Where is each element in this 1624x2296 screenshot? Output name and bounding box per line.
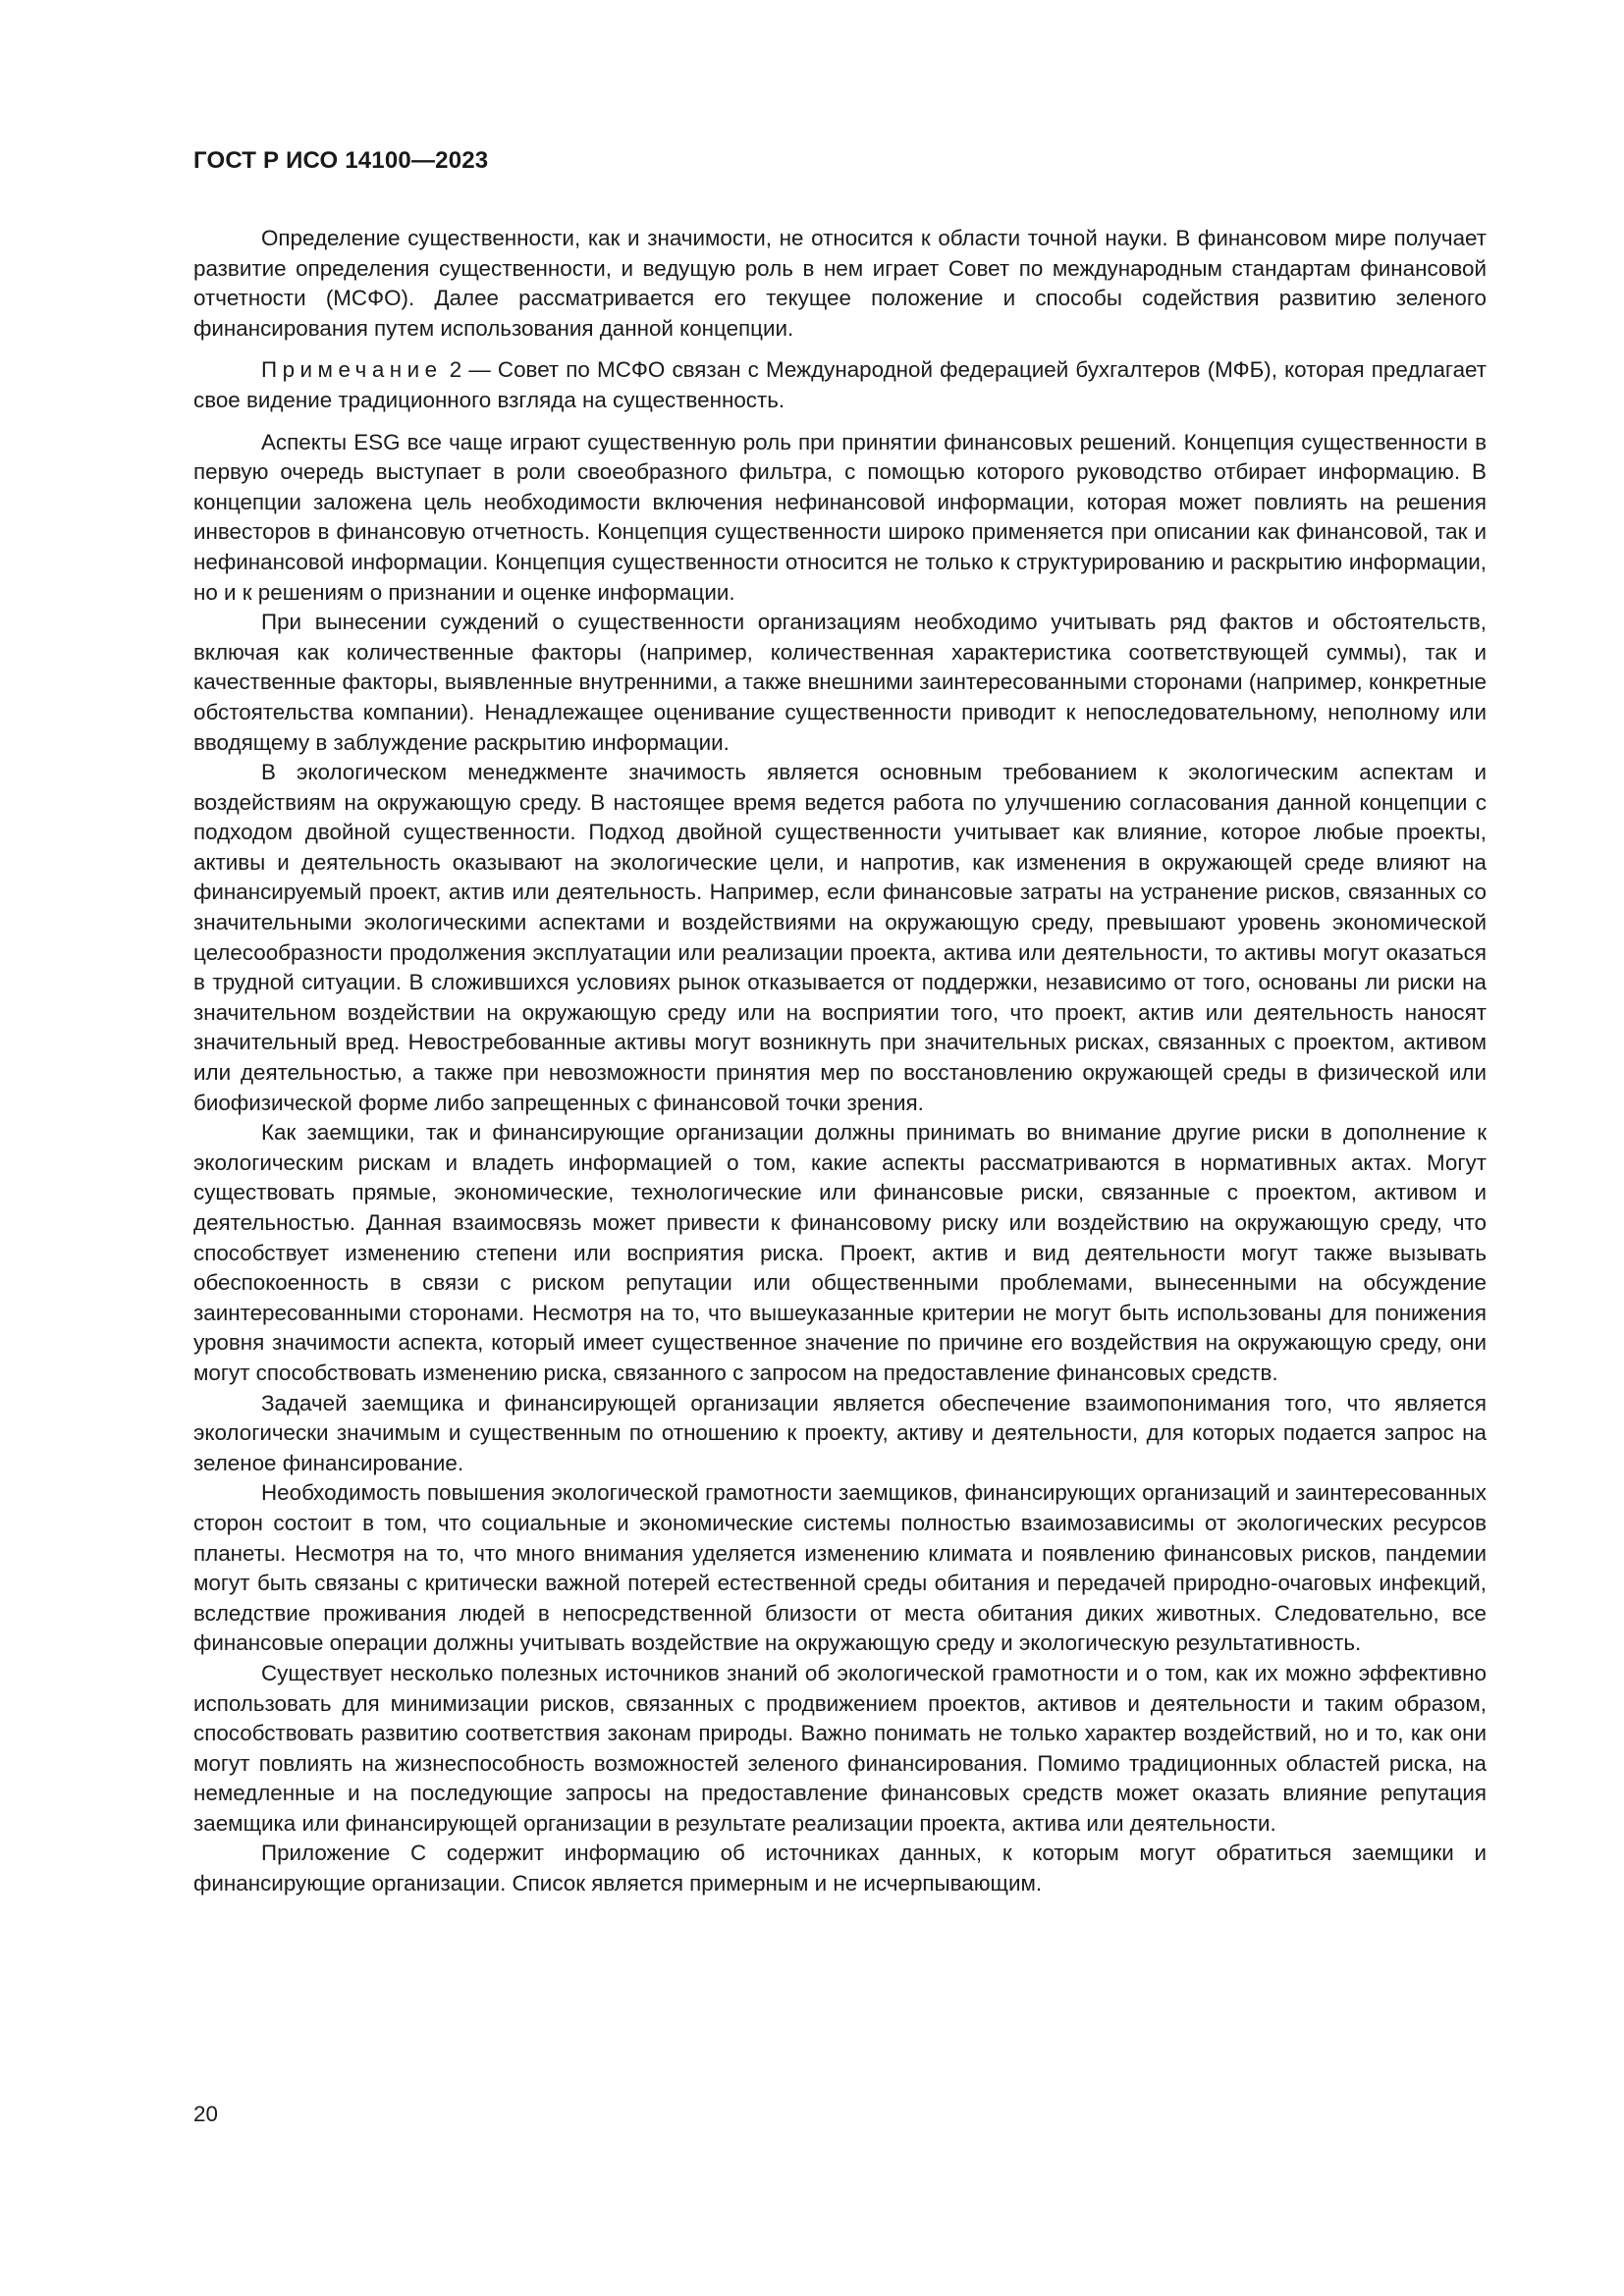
paragraph-other-risks: Как заемщики, так и финансирующие организации должны принимать во внимание другие риски в дополнение к экологическим рискам и владеть информацией о том, какие аспекты рассматриваются в нормативных актах. Могут существовать прямые, экономические, технологические или финансовые риски, связанные с проектом, активом и деятельностью. Данная взаимосвязь может привести к финансовому риску или воздействию на окружающую среду, что способствует изменению степени или восприятия риска. Проект, актив и вид деятельности могут также вызывать обеспокоенность в связи с риском репутации или общественными проблемами, вынесенными на обсуждение заинтересованными сторонами. Несмотря на то, что вышеуказанные критерии не могут быть использованы для понижения уровня значимости аспекта, который имеет существенное значение по причине его воздействия на окружающую среду, они могут способствовать изменению риска, связанного с запросом на предоставление финансовых средств. (193, 1120, 1487, 1385)
paragraph-borrower-task: Задачей заемщика и финансирующей организации является обеспечение взаимопонимания того, что является экологически значимым и существенным по отношению к проекту, активу и деятельности, для которых подается запрос на зеленое финансирование. (193, 1390, 1487, 1475)
note-text: 2 — Совет по МСФО связан с Международной федерацией бухгалтеров (МФБ), которая предлагает свое видение традиционного взгляда на существенность. (193, 357, 1487, 412)
document-header: ГОСТ Р ИСО 14100—2023 (193, 147, 489, 174)
document-body (193, 224, 1487, 1899)
note-2 (193, 355, 1487, 415)
page-number: 20 (193, 2102, 218, 2126)
paragraph-annex-c: Приложение С содержит информацию об источниках данных, к которым могут обратиться заемщики и финансирующие организации. Список является примерным и не исчерпывающим. (193, 1841, 1487, 1896)
paragraph-esg-aspects: Аспекты ESG все чаще играют существенную роль при принятии финансовых решений. Концепция существенности в первую очередь выступает в роли своеобразного фильтра, с помощью которого руководство отбирает информацию. В концепции заложена цель необходимости включения нефинансовой информации, которая может повлиять на решения инвесторов в финансовую отчетность. Концепция существенности широко применяется при описании как финансовой, так и нефинансовой информации. Концепция существенности относится не только к структурированию и раскрытию информации, но и к решениям о признании и оценке информации. (193, 429, 1487, 605)
note-label: Примечание (261, 357, 443, 383)
paragraph-materiality-definition: Определение существенности, как и значимости, не относится к области точной науки. В финансовом мире получает развитие определения существенности, и ведущую роль в нем играет Совет по международным стандартам финансовой отчетности (МСФО). Далее рассматривается его текущее положение и способы содействия развитию зеленого финансирования путем использования данной концепции. (193, 226, 1487, 341)
paragraph-environmental-management: В экологическом менеджменте значимость является основным требованием к экологическим аспектам и воздействиям на окружающую среду. В настоящее время ведется работа по улучшению согласования данной концепции с подходом двойной существенности. Подход двойной существенности учитывает как влияние, которое любые проекты, активы и деятельность оказывают на экологические цели, и напротив, как изменения в окружающей среде влияют на финансируемый проект, актив или деятельность. Например, если финансовые затраты на устранение рисков, связанных со значительными экологическими аспектами и воздействиями на окружающую среду, превышают уровень экономической целесообразности продолжения эксплуатации или реализации проекта, актива или деятельности, то активы могут оказаться в трудной ситуации. В сложившихся условиях рынок отказывается от поддержки, независимо от того, основаны ли риски на значительном воздействии на окружающую среду или на восприятии того, что проект, актив или деятельность наносят значительный вред. Невостребованные активы могут возникнуть при значительных рисках, связанных с проектом, активом или деятельностью, а также при невозможности принятия мер по восстановлению окружающей среды в физической или биофизической форме либо запрещенных с финансовой точки зрения. (193, 760, 1487, 1115)
paragraph-materiality-judgements: При вынесении суждений о существенности организациям необходимо учитывать ряд фактов и обстоятельств, включая как количественные факторы (например, количественная характеристика соответствующей суммы), так и качественные факторы, выявленные внутренними, а также внешними заинтересованными сторонами (например, конкретные обстоятельства компании). Ненадлежащее оценивание существенности приводит к непоследовательному, неполному или вводящему в заблуждение раскрытию информации. (193, 610, 1487, 755)
paragraph-ecological-literacy: Необходимость повышения экологической грамотности заемщиков, финансирующих организаций и заинтересованных сторон состоит в том, что социальные и экономические системы полностью взаимозависимы от экологических ресурсов планеты. Несмотря на то, что много внимания уделяется изменению климата и появлению финансовых рисков, пандемии могут быть связаны с критически важной потерей естественной среды обитания и передачей природно-очаговых инфекций, вследствие проживания людей в непосредственной близости от места обитания диких животных. Следовательно, все финансовые операции должны учитывать воздействие на окружающую среду и экологическую результативность. (193, 1480, 1487, 1656)
paragraph-knowledge-sources: Существует несколько полезных источников знаний об экологической грамотности и о том, как их можно эффективно использовать для минимизации рисков, связанных с продвижением проектов, активов и деятельности и таким образом, способствовать развитию соответствия законам природы. Важно понимать не только характер воздействий, но и то, как они могут повлиять на жизнеспособность возможностей зеленого финансирования. Помимо традиционных областей риска, на немедленные и на последующие запросы на предоставление финансовых средств может оказать влияние репутация заемщика или финансирующей организации в результате реализации проекта, актива или деятельности. (193, 1660, 1487, 1836)
